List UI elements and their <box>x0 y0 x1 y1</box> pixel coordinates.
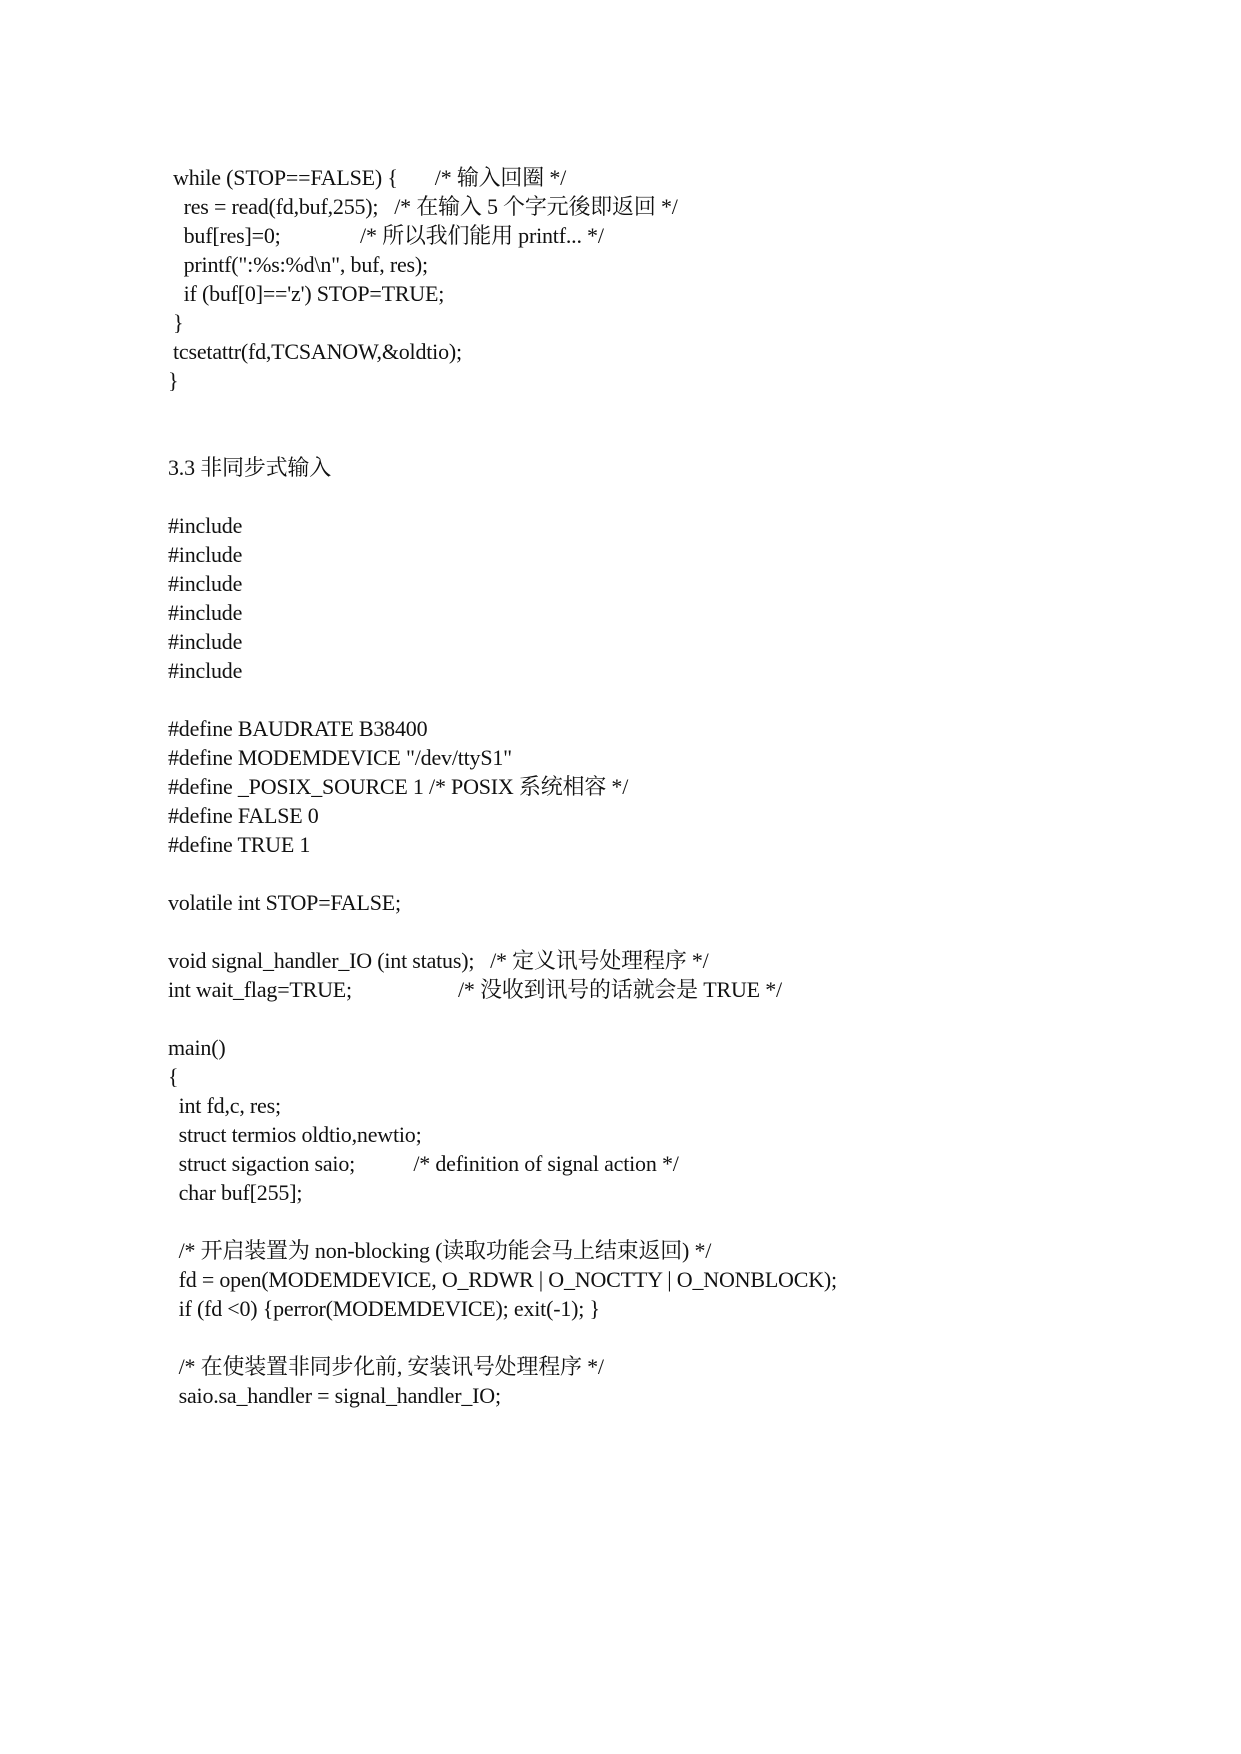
code-line: char buf[255]; <box>168 1180 303 1205</box>
code-line: /* 开启装置为 non-blocking (读取功能会马上结束返回) */ <box>168 1238 712 1263</box>
code-line: #include <box>168 571 243 596</box>
code-line: #define TRUE 1 <box>168 832 311 857</box>
code-line: #define MODEMDEVICE "/dev/ttyS1" <box>168 745 512 770</box>
code-line: res = read(fd,buf,255); /* 在输入 5 个字元後即返回 */ <box>173 194 678 219</box>
code-line: #define _POSIX_SOURCE 1 /* POSIX 系统相容 */ <box>168 774 629 799</box>
section-heading: 3.3 非同步式输入 <box>168 455 332 480</box>
code-line: printf(":%s:%d\n", buf, res); <box>173 252 428 277</box>
code-line: tcsetattr(fd,TCSANOW,&oldtio); <box>173 339 462 364</box>
code-line: #include <box>168 629 243 654</box>
code-line: if (buf[0]=='z') STOP=TRUE; <box>173 281 445 306</box>
code-line: main() <box>168 1035 226 1060</box>
code-line: struct sigaction saio; /* definition of signal action */ <box>168 1151 679 1176</box>
code-line: int fd,c, res; <box>168 1093 281 1118</box>
code-line: if (fd <0) {perror(MODEMDEVICE); exit(-1); } <box>168 1296 600 1321</box>
code-line: buf[res]=0; /* 所以我们能用 printf... */ <box>173 223 604 248</box>
code-line: { <box>168 1064 179 1089</box>
code-line: while (STOP==FALSE) { /* 输入回圈 */ <box>173 165 567 190</box>
code-line: #include <box>168 542 243 567</box>
code-line: #include <box>168 600 243 625</box>
code-line: } <box>168 368 179 393</box>
code-line: void signal_handler_IO (int status); /* 定义讯号处理程序 */ <box>168 948 709 973</box>
code-line: #include <box>168 513 243 538</box>
code-line: fd = open(MODEMDEVICE, O_RDWR | O_NOCTTY | O_NONBLOCK); <box>168 1267 837 1292</box>
code-line: #include <box>168 658 243 683</box>
code-line: saio.sa_handler = signal_handler_IO; <box>168 1383 501 1408</box>
code-line: } <box>173 310 184 335</box>
code-line: /* 在使装置非同步化前, 安装讯号处理程序 */ <box>168 1354 604 1379</box>
code-line: #define BAUDRATE B38400 <box>168 716 428 741</box>
code-line: #define FALSE 0 <box>168 803 319 828</box>
code-line: volatile int STOP=FALSE; <box>168 890 401 915</box>
code-line: struct termios oldtio,newtio; <box>168 1122 422 1147</box>
code-line: int wait_flag=TRUE; /* 没收到讯号的话就会是 TRUE */ <box>168 977 782 1002</box>
